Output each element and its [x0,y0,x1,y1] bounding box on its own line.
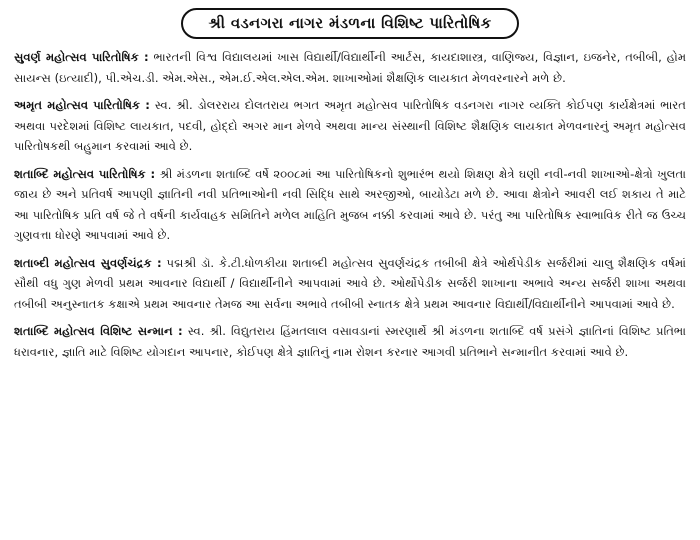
page-title: શ્રી વડનગરા નાગર મંડળના વિશિષ્ટ પારિતોષિક [181,8,520,39]
section-heading: શતાબ્દી મહોત્સવ સુવર્ણચંદ્રક : [14,255,162,270]
section-text: સ્વ. શ્રી. ડોલરરાય દોલતરાય ભગત અમૃત મહોત્સવ પારિતોષિક વડનગરા નાગર વ્યક્તિ કોઈપણ કાર્યક્ષેત્રમાં ભારત અથવા પરદેશમાં વિશિષ્ટ લાયકાત, પદવી, હોદ્દો અગર માન મેળવે અથવા માન્ય સંસ્થાની વિશિષ્ટ શૈક્ષણિક લાયકાત મેળવનારનું અમૃત મહોત્સવ પારિતોષકથી બહુમાન કરવામાં આવે છે. [14,98,686,153]
section-shatabdi-suvarnachandrak [14,253,686,315]
section-shatabdi-vishisht-sanman [14,321,686,362]
section-suvarna-mahotsav [14,47,686,88]
section-text: ભારતની વિશ્વ વિદ્યાલયમાં ખાસ વિદ્યાર્થી/વિદ્યાર્થીની આર્ટસ, કાયદાશાસ્ત્ર, વાણિજ્ય, વિજ્ઞાન, ઇજનેર, તબીબી, હોમ સાયન્સ (ઇત્યાદી), પી.એચ.ડી. એમ.એસ., એમ.ઈ.એલ.એલ.એમ. શાખાઓમાં શૈક્ષણિક લાયકાત મેળવરનારને મળે છે. [14,50,687,85]
section-heading: શતાબ્દિ મહોત્સવ પારિતોષિક : [14,166,156,181]
section-amrut-mahotsav [14,95,686,157]
section-heading: સુવર્ણ મહોત્સવ પારિતોષિક : [14,50,149,64]
title-banner [14,8,686,39]
section-text: સ્વ. શ્રી. વિદ્યુતરાય હિંમતલાલ વસાવડાનાં સ્મરણાર્થે શ્રી મંડળના શતાબ્દિ વર્ષ પ્રસંગે જ્ઞાતિનાં વિશિષ્ટ પ્રતિભા ધરાવનાર, જ્ઞાતિ માટે વિશિષ્ટ યોગદાન આપનાર, કોઈપણ ક્ષેત્રે જ્ઞાતિનું નામ રોશન કરનાર આગવી પ્રતિભાને સન્માનીત કરવામાં આવે છે. [14,324,686,359]
section-text: શ્રી મંડળના શતાબ્દિ વર્ષે ૨૦૦૮માં આ પારિતોષિકનો શુભારંભ થયો શિક્ષણ ક્ષેત્રે ઘણી નવી-નવી શાખાઓ-ક્ષેત્રો ખુલતા જાય છે અને પ્રતિવર્ષ આપણી જ્ઞાતિની નવી પ્રતિભાઓની નવી સિદ્ધિ સાથે અરજીઓ, બાયોડેટા મળે છે. આવા ક્ષેત્રોને આવરી લઈ શકાય તે માટે આ પારિતોષિક પ્રતિ વર્ષ જે તે વર્ષની કાર્યવાહક સમિતિને મળેલ માહિતિ મુજબ નક્કી કરવામાં આવે છે. પરંતુ આ પારિતોષિક સ્વાભાવિક રીતે જ ઉચ્ચ ગુણવત્તા ધોરણે આપવામાં આવે છે. [14,166,687,242]
section-text: પદ્મશ્રી ડૉ. કે.ટી.ધોળકીયા શતાબ્દી મહોત્સવ સુવર્ણચંદ્રક તબીબી ક્ષેત્રે ઓર્થપેડીક સર્જરીમાં ચાલુ શૈક્ષણિક વર્ષમાં સૌથી વધુ ગુણ મેળવી પ્રથમ આવનાર વિદ્યાર્થી / વિદ્યાર્થીનીને આપવામાં આવે છે. ઓર્થોપેડીક સર્જરી શાખાના અભાવે અન્ય સર્જરી શાખા અથવા તબીબી અનુસ્નાતક કક્ષાએ પ્રથમ આવનાર તેમજ આ સર્વના અભાવે તબીબી સ્નાતક ક્ષેત્રે પ્રથમ આવનાર વિદ્યાર્થી/વિદ્યાર્થીનીને આપવામાં આવે છે. [14,255,686,311]
section-heading: અમૃત મહોત્સવ પારિતોષિક : [14,98,150,112]
section-heading: શતાબ્દિ મહોત્સવ વિશિષ્ટ સન્માન : [14,324,183,338]
section-shatabdi-paritoshik [14,164,686,246]
